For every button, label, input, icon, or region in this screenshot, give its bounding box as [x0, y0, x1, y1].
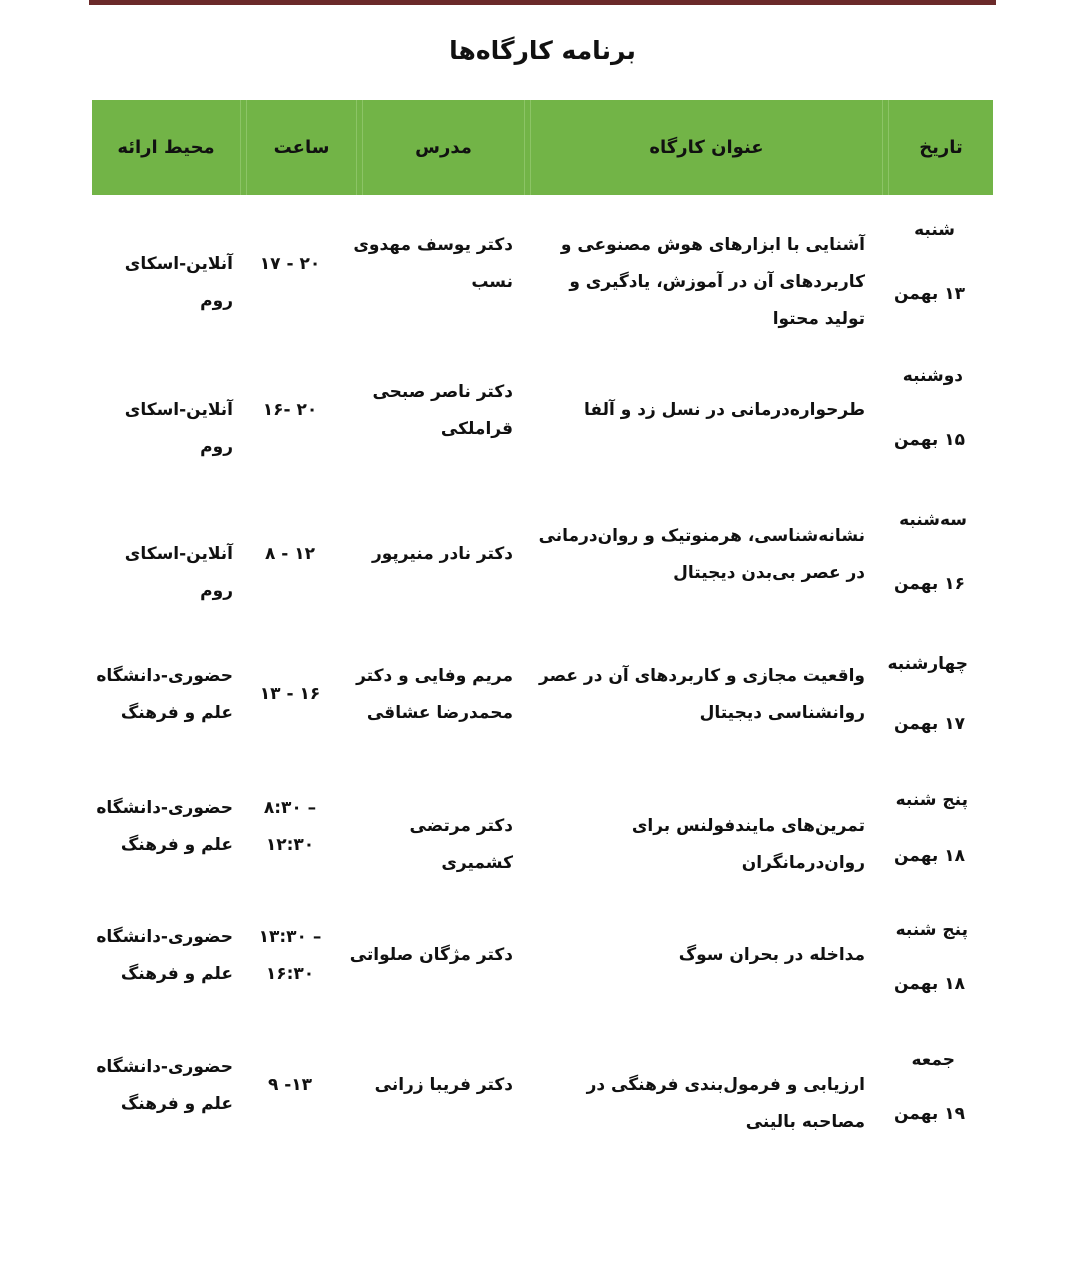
row-time: ۸:۳۰ – ۱۲:۳۰	[263, 798, 317, 855]
row-time: ۱۶- ۲۰	[262, 400, 318, 420]
row-day: پنج شنبه	[895, 920, 968, 940]
row-environment: حضوری-دانشگاه علم و فرهنگ	[96, 927, 233, 984]
header-instructor: مدرس	[415, 137, 472, 158]
page-title: برنامه کارگاه‌ها	[449, 36, 636, 65]
row-environment: حضوری-دانشگاه علم و فرهنگ	[96, 1057, 233, 1114]
row-title: آشنایی با ابزارهای هوش مصنوعی و کاربردهای آن در آموزش، یادگیری و تولید محتوا	[560, 235, 865, 329]
row-time: ۸ - ۱۲	[264, 544, 316, 564]
row-day: پنج شنبه	[895, 790, 968, 810]
row-instructor: دکتر مژگان صلواتی	[349, 945, 513, 965]
row-date: ۱۸ بهمن	[894, 974, 965, 994]
row-title: تمرین‌های مایندفولنس برای روان‌درمانگران	[631, 816, 865, 873]
top-border	[89, 0, 996, 5]
row-date: ۱۷ بهمن	[894, 714, 965, 734]
table-header	[92, 100, 993, 195]
row-day: دوشنبه	[902, 366, 963, 386]
row-environment: آنلاین-اسکای روم	[124, 544, 233, 601]
row-date: ۱۵ بهمن	[894, 430, 965, 450]
row-environment: حضوری-دانشگاه علم و فرهنگ	[96, 666, 233, 723]
row-time: ۱۳ - ۱۶	[259, 684, 321, 704]
row-date: ۱۶ بهمن	[894, 574, 965, 594]
row-title: ارزیابی و فرمول‌بندی فرهنگی در مصاحبه بالینی	[586, 1075, 865, 1132]
row-instructor: مریم وفایی و دکتر محمدرضا عشاقی	[356, 666, 513, 723]
row-environment: آنلاین-اسکای روم	[124, 400, 233, 457]
row-title: نشانه‌شناسی، هرمنوتیک و روان‌درمانی در عصر بی‌بدن دیجیتال	[538, 526, 865, 583]
header-separator	[240, 100, 241, 195]
row-environment: آنلاین-اسکای روم	[124, 254, 233, 311]
row-date: ۱۸ بهمن	[894, 846, 965, 866]
header-time: ساعت	[273, 137, 330, 158]
row-instructor: دکتر فریبا زرانی	[374, 1075, 513, 1095]
row-time: ۱۳:۳۰ – ۱۶:۳۰	[258, 927, 322, 984]
row-instructor: دکتر نادر منیرپور	[371, 544, 513, 564]
row-instructor: دکتر یوسف مهدوی نسب	[353, 235, 513, 292]
header-separator	[524, 100, 525, 195]
header-date: تاریخ	[919, 137, 963, 158]
header-separator	[356, 100, 357, 195]
row-environment: حضوری-دانشگاه علم و فرهنگ	[96, 798, 233, 855]
row-title: طرحواره‌درمانی در نسل زد و آلفا	[583, 400, 865, 420]
row-date: ۱۹ بهمن	[894, 1104, 965, 1124]
header-title: عنوان کارگاه	[649, 137, 764, 158]
row-day: سه‌شنبه	[899, 510, 967, 530]
row-instructor: دکتر مرتضی کشمیری	[409, 816, 513, 873]
row-instructor: دکتر ناصر صبحی قراملکی	[372, 382, 513, 439]
header-environment: محیط ارائه	[117, 137, 215, 158]
row-time: ۹ -۱۳	[267, 1075, 313, 1095]
row-day: شنبه	[914, 220, 955, 240]
row-time: ۱۷ - ۲۰	[259, 254, 321, 274]
row-title: مداخله در بحران سوگ	[678, 945, 865, 965]
row-day: چهارشنبه	[887, 654, 968, 674]
row-day: جمعه	[911, 1050, 955, 1070]
row-title: واقعیت مجازی و کاربردهای آن در عصر روانشناسی دیجیتال	[539, 666, 865, 723]
row-date: ۱۳ بهمن	[894, 284, 965, 304]
header-separator	[882, 100, 883, 195]
